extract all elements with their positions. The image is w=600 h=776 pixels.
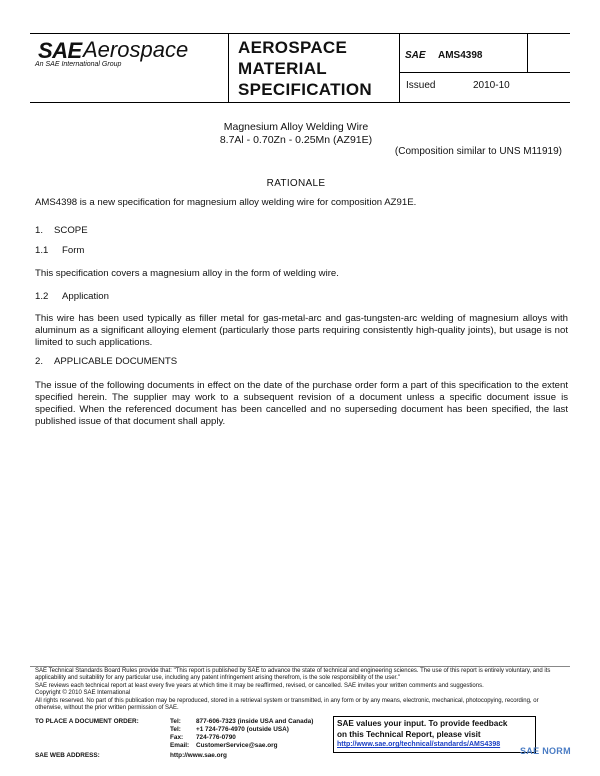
section-1-2-title: Application <box>62 291 109 302</box>
tel2-value: +1 724-776-4970 (outside USA) <box>196 726 289 733</box>
document-subtitle: 8.7Al - 0.70Zn - 0.25Mn (AZ91E) <box>219 134 373 146</box>
rationale-text: AMS4398 is a new specification for magnesium alloy welding wire for composition AZ91E. <box>35 197 417 208</box>
issued-label: Issued <box>406 80 436 91</box>
callout-line-1: SAE values your input. To provide feedback <box>337 719 508 728</box>
composition-note: (Composition similar to UNS M11919) <box>394 146 562 157</box>
footer-rights-text: All rights reserved. No part of this publication may be reproduced, stored in a retrieval system or transmitted, in any form or by any means, electronic, mechanical, photocopying, recording, or otherwise, without the prior written permission of SAE. <box>35 698 539 712</box>
document-number: AMS4398 <box>438 50 483 61</box>
sae-norm-watermark: SAE NORM <box>520 746 571 756</box>
email-value[interactable]: CustomerService@sae.org <box>196 742 278 749</box>
section-2-text: The issue of the following documents in effect on the date of the purchase order form a part of this specification to the extent specified herein. The supplier may work to a subsequent revision of a document unless a specific document issue is specified. When the referenced document has been cancelled and no superseding document has been specified, the last published issue of that document shall apply. <box>35 380 568 427</box>
rationale-heading: RATIONALE <box>266 178 326 189</box>
sae-mini-logo: SAE <box>405 50 426 61</box>
tel-label: Tel: <box>170 718 181 725</box>
email-label: Email: <box>170 742 190 749</box>
spec-type-line-1: AEROSPACE <box>238 38 348 57</box>
section-1-title: SCOPE <box>54 225 88 236</box>
logo-tagline: An SAE International Group <box>35 61 122 68</box>
fax-label: Fax: <box>170 734 184 741</box>
issued-date: 2010-10 <box>473 80 510 91</box>
aerospace-logo-word: Aerospace <box>83 37 189 62</box>
spec-type-line-3: SPECIFICATION <box>238 80 372 99</box>
section-1-number: 1. <box>35 225 44 236</box>
header-divider-3 <box>527 33 528 73</box>
tel-value: 877-606-7323 (inside USA and Canada) <box>196 718 314 725</box>
sae-logo: SAE <box>38 38 82 63</box>
fax-value: 724-776-0790 <box>196 734 236 741</box>
footer-rules-text: SAE Technical Standards Board Rules provide that: "This report is published by SAE to advance the state of technical and engineering sciences. The use of this report is entirely voluntary, and its applicability and suitability for any particular use, including any patent infringement arising therefrom, is the sole responsibility of the user." <box>35 668 551 682</box>
section-2-number: 2. <box>35 356 44 367</box>
order-label: TO PLACE A DOCUMENT ORDER: <box>35 718 139 725</box>
header-bottom-rule <box>30 102 570 103</box>
section-2-title: APPLICABLE DOCUMENTS <box>54 356 178 367</box>
spec-type-line-2: MATERIAL <box>238 59 327 78</box>
section-1-2-text: This wire has been used typically as filler metal for gas-metal-arc and gas-tungsten-arc welding of magnesium alloys with aluminum as a significant alloying element (particularly those parts requiring consistently high-quality joints), but usage is not limited to such applications. <box>35 313 568 348</box>
header-top-rule <box>30 33 570 34</box>
section-1-1-number: 1.1 <box>35 245 49 256</box>
feedback-link[interactable]: http://www.sae.org/technical/standards/AMS4398 <box>337 741 501 748</box>
section-1-2-number: 1.2 <box>35 291 49 302</box>
header-mid-rule <box>399 72 570 73</box>
web-value[interactable]: http://www.sae.org <box>170 752 227 759</box>
web-label: SAE WEB ADDRESS: <box>35 752 100 759</box>
footer-rule <box>30 666 570 667</box>
header-divider-1 <box>228 33 229 103</box>
footer-review-text: SAE reviews each technical report at least every five years at which time it may be reaffirmed, revised, or cancelled. SAE invites your written comments and suggestions. <box>35 683 484 689</box>
section-1-1-title: Form <box>62 245 85 256</box>
section-1-1-text: This specification covers a magnesium alloy in the form of welding wire. <box>35 268 339 279</box>
tel2-label: Tel: <box>170 726 181 733</box>
feedback-callout <box>333 716 536 753</box>
callout-line-2: on this Technical Report, please visit <box>337 730 481 739</box>
document-title: Magnesium Alloy Welding Wire <box>223 121 369 133</box>
footer-copyright: Copyright © 2010 SAE International <box>35 690 131 696</box>
header-divider-2 <box>399 33 400 103</box>
